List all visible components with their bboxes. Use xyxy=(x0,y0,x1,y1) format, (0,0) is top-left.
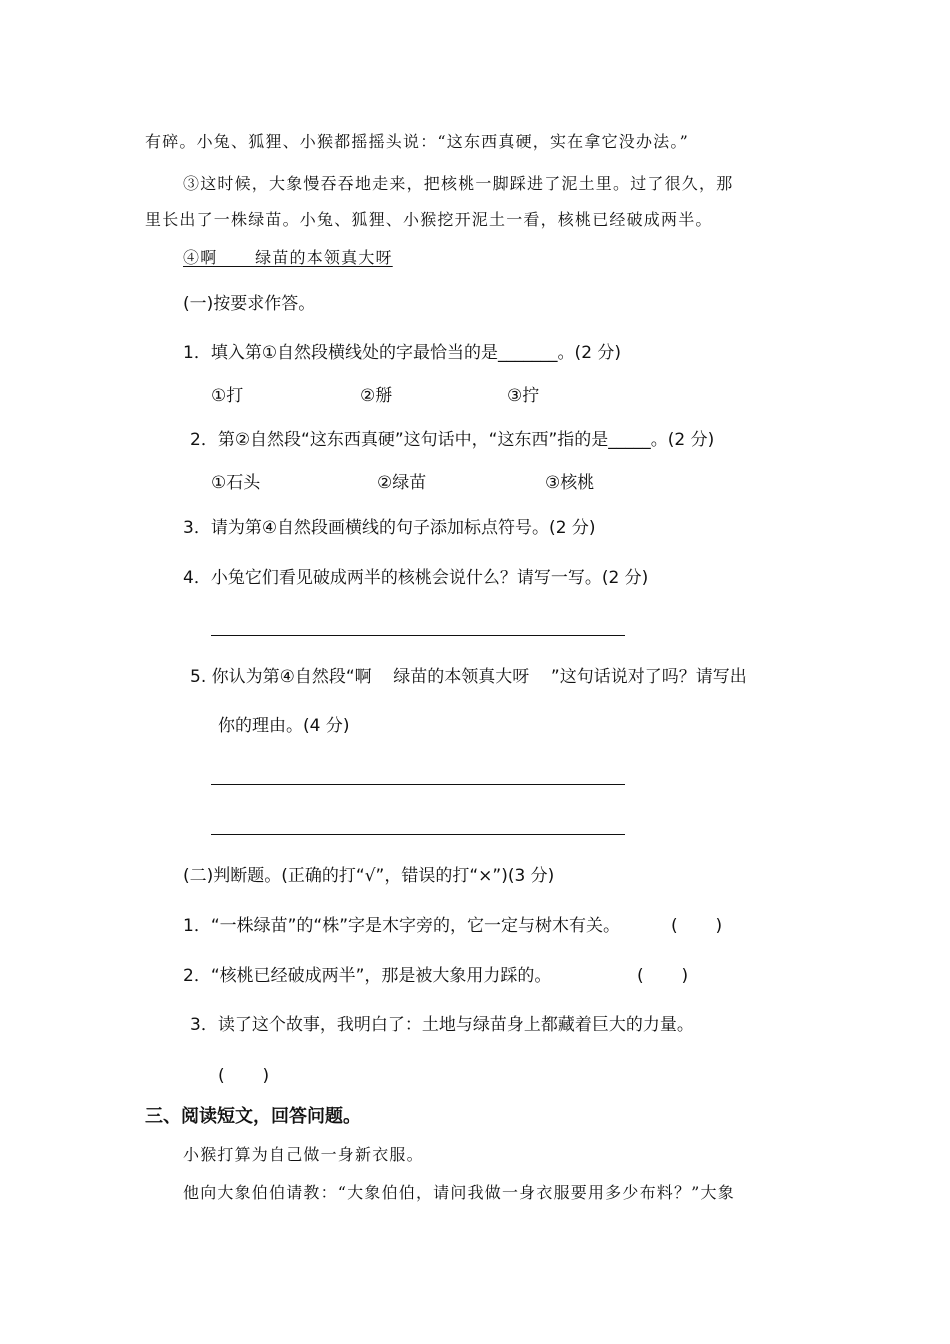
question-3: 3．请为第④自然段画横线的句子添加标点符号。(2 分) xyxy=(183,518,596,538)
section-3-line-1: 小猴打算为自己做一身新衣服。 xyxy=(183,1145,424,1164)
answer-line-q5-2[interactable] xyxy=(211,834,625,835)
question-1-option-3: ③拧 xyxy=(507,386,540,406)
question-4: 4．小兔它们看见破成两半的核桃会说什么？请写一写。(2 分) xyxy=(183,568,649,588)
story-paragraph-2-end: 有碎。小兔、狐狸、小猴都摇摇头说：“这东西真硬，实在拿它没办法。” xyxy=(145,132,689,151)
judge-item-1-bracket[interactable]: ( ) xyxy=(671,916,723,936)
judge-item-2-bracket[interactable]: ( ) xyxy=(637,966,689,986)
story-paragraph-3-line-2: 里长出了一株绿苗。小兔、狐狸、小猴挖开泥土一看，核桃已经破成两半。 xyxy=(145,210,713,229)
section-3-line-2: 他向大象伯伯请教：“大象伯伯，请问我做一身衣服要用多少布料？”大象 xyxy=(183,1183,735,1202)
judge-item-3-bracket[interactable]: ( ) xyxy=(218,1066,270,1086)
question-2-option-3: ③核桃 xyxy=(545,473,595,493)
question-2-option-2: ②绿苗 xyxy=(377,473,427,493)
question-1-option-1: ①打 xyxy=(211,386,244,406)
question-5-line-1: 5. 你认为第④自然段“啊 绿苗的本领真大呀 ”这句话说对了吗？请写出 xyxy=(190,667,747,687)
story-paragraph-3-line-1: ③这时候，大象慢吞吞地走来，把核桃一脚踩进了泥土里。过了很久，那 xyxy=(183,174,734,193)
section-3-heading: 三、阅读短文，回答问题。 xyxy=(145,1106,361,1127)
question-1: 1．填入第①自然段横线处的字最恰当的是_______。(2 分) xyxy=(183,343,622,363)
question-5-line-2: 你的理由。(4 分) xyxy=(218,716,350,736)
part2-heading: (二)判断题。(正确的打“√”，错误的打“×”)(3 分) xyxy=(183,866,555,886)
judge-item-1: 1．“一株绿苗”的“株”字是木字旁的，它一定与树木有关。 xyxy=(183,916,621,936)
question-1-option-2: ②掰 xyxy=(360,386,393,406)
judge-item-2: 2．“核桃已经破成两半”，那是被大象用力踩的。 xyxy=(183,966,552,986)
part1-heading: (一)按要求作答。 xyxy=(183,294,316,314)
judge-item-3: 3．读了这个故事，我明白了：土地与绿苗身上都藏着巨大的力量。 xyxy=(190,1015,694,1035)
answer-line-q4[interactable] xyxy=(211,635,625,636)
story-paragraph-4-underlined: ④啊 绿苗的本领真大呀 xyxy=(183,248,393,267)
question-2-option-1: ①石头 xyxy=(211,473,261,493)
answer-line-q5-1[interactable] xyxy=(211,784,625,785)
question-2: 2．第②自然段“这东西真硬”这句话中，“这东西”指的是_____。(2 分) xyxy=(190,430,715,450)
